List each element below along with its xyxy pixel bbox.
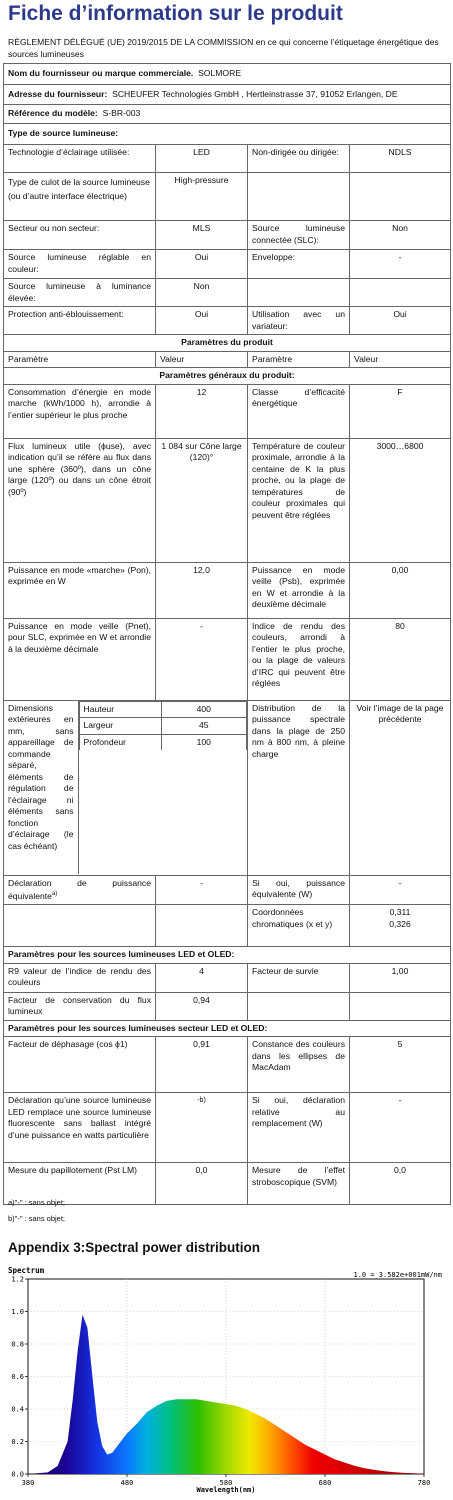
supplier-label: Nom du fournisseur ou marque commerciale. <box>8 68 194 78</box>
dimensions-subtable <box>79 701 248 751</box>
x-tick-label: 480 <box>120 1479 134 1487</box>
led-row <box>4 963 451 992</box>
y-tick-label: 1.0 <box>11 1308 24 1316</box>
general-param-label: Puissance en mode veille (Pnet), pour SLC, exprimée en W et arrondie à la deuxième décimale <box>4 618 156 700</box>
type-row <box>4 307 451 335</box>
mains-param-value: 5 <box>350 1037 451 1093</box>
supplier-value: SOLMORE <box>198 68 242 78</box>
type-param-label: Utilisation avec un variateur: <box>248 307 350 335</box>
general-param-label: Consommation d’énergie en mode marche (kWh/1000 h), arrondie à l’entier supérieur le plus proche <box>4 384 156 438</box>
general-param-value: - <box>156 618 248 700</box>
general-row <box>4 562 451 618</box>
general-param-label: Puissance en mode veille (Psb), exprimée en W et arrondie à la deuxième décimale <box>248 562 350 618</box>
mains-param-label: Déclaration qu’une source lumineuse LED remplace une source lumineuse fluorescente sans ballast intégré d’une puissance en watts particulière <box>4 1093 156 1163</box>
mains-param-value: 0,91 <box>156 1037 248 1093</box>
type-param-label: Technologie d’éclairage utilisée: <box>4 145 156 173</box>
column-header: Valeur <box>156 351 248 368</box>
type-row <box>4 145 451 173</box>
column-header-row <box>4 351 451 368</box>
y-tick-label: 0.8 <box>11 1340 24 1349</box>
type-param-value: LED <box>156 145 248 173</box>
type-param-value: Non <box>156 279 248 307</box>
type-param-value: Oui <box>350 307 451 335</box>
type-param-value: Oui <box>156 307 248 335</box>
footnote-a: a)"-" : sans objet; <box>8 1198 66 1207</box>
x-axis-label: Wavelength(nm) <box>196 1486 256 1494</box>
regulation-text: RÈGLEMENT DÉLÉGUÉ (UE) 2019/2015 DE LA COMMISSION en ce qui concerne l’étiquetage énergétique des sources lumineuses <box>8 37 439 59</box>
type-header-row <box>4 123 451 145</box>
model-label: Référence du modèle: <box>8 108 98 118</box>
type-param-label <box>248 279 350 307</box>
params-header-row <box>4 335 451 352</box>
mains-row <box>4 1163 451 1205</box>
column-header: Paramètre <box>248 351 350 368</box>
mains-param-value: -b) <box>156 1093 248 1163</box>
dimension-value: 100 <box>161 734 247 750</box>
params-header: Paramètres du produit <box>4 335 451 352</box>
type-param-value: NDLS <box>350 145 451 173</box>
appendix-title: Appendix 3:Spectral power distribution <box>8 1240 261 1255</box>
equiv-value: - <box>156 875 248 905</box>
mains-header-row <box>4 1020 451 1037</box>
type-param-label: Type de culot de la source lumineuse <box>8 177 150 187</box>
scale-note: 1.0 = 3.582e+001mW/nm <box>353 1271 442 1279</box>
x-tick-label: 380 <box>21 1479 35 1487</box>
general-param-value: 80 <box>350 618 451 700</box>
type-param-value: Oui <box>156 250 248 279</box>
spectrum-chart <box>4 1263 450 1495</box>
type-param-value <box>350 173 451 221</box>
mains-param-label: Mesure du papillotement (Pst LM) <box>4 1163 156 1205</box>
column-header: Paramètre <box>4 351 156 368</box>
address-label: Adresse du fournisseur: <box>8 88 108 99</box>
equiv-label: Déclaration de puissance équivalente <box>8 877 151 901</box>
general-param-value: 12 <box>156 384 248 438</box>
dimension-row <box>79 701 247 718</box>
type-param-label: Secteur ou non secteur: <box>4 221 156 250</box>
general-param-label: Indice de rendu des couleurs, arrondi à l’entier le plus proche, ou la plage de valeurs d’IRC qui peuvent être réglées <box>248 618 350 700</box>
general-param-label: Puissance en mode «marche» (Pon), exprimée en W <box>4 562 156 618</box>
led-row <box>4 992 451 1020</box>
chroma-row <box>4 905 451 947</box>
mains-header: Paramètres pour les sources lumineuses secteur LED et OLED: <box>4 1020 451 1037</box>
model-row <box>4 105 451 124</box>
type-row <box>4 279 451 307</box>
dimension-name: Hauteur <box>79 701 161 718</box>
model-value: S-BR-003 <box>102 108 141 118</box>
mains-row <box>4 1037 451 1093</box>
type-param-value: High-pressure <box>156 173 248 221</box>
led-param-value: 0,94 <box>156 992 248 1020</box>
general-param-label: Température de couleur proximale, arrondie à la centaine de K la plus proche, ou la plage de températures de couleur proximales qui peuvent être réglées <box>248 438 350 562</box>
general-param-value: 0,00 <box>350 562 451 618</box>
x-tick-label: 780 <box>417 1479 431 1487</box>
general-param-value: 1 084 sur Cône large (120)° <box>156 438 248 562</box>
mains-param-value: 0,0 <box>156 1163 248 1205</box>
dimensions-row <box>4 700 451 875</box>
led-param-value <box>350 992 451 1020</box>
led-param-value: 4 <box>156 963 248 992</box>
equiv-row <box>4 875 451 905</box>
type-param-value <box>350 279 451 307</box>
equiv-footnote-ref: a) <box>51 891 58 897</box>
y-axis-label: Spectrum <box>8 1266 45 1275</box>
general-param-value: F <box>350 384 451 438</box>
type-row <box>4 221 451 250</box>
mains-param-label: Facteur de déphasage (cos ϕ1) <box>4 1037 156 1093</box>
type-param-label: Source lumineuse réglable en couleur: <box>4 250 156 279</box>
general-row <box>4 384 451 438</box>
type-param-value: MLS <box>156 221 248 250</box>
mains-param-label: Mesure de l’effet stroboscopique (SVM) <box>248 1163 350 1205</box>
type-param-label: Enveloppe: <box>248 250 350 279</box>
mains-param-value: 0,0 <box>350 1163 451 1205</box>
general-param-value: 3000…6800 <box>350 438 451 562</box>
general-row <box>4 438 451 562</box>
spd-label: Distribution de la puissance spectrale dans la plage de 250 nm à 800 nm, à pleine charge <box>248 700 350 875</box>
page-title: Fiche d’information sur le produit <box>8 2 343 25</box>
led-param-value: 1,00 <box>350 963 451 992</box>
led-param-label: Facteur de conservation du flux lumineux <box>4 992 156 1020</box>
mains-row <box>4 1093 451 1163</box>
led-header-row <box>4 947 451 964</box>
y-tick-label: 0.2 <box>11 1438 24 1446</box>
spd-value: Voir l’image de la page précédente <box>350 700 451 875</box>
mains-param-label: Si oui, déclaration relative au remplacement (W) <box>248 1093 350 1163</box>
general-row <box>4 618 451 700</box>
type-param-label: Non-dirigée ou dirigée: <box>248 145 350 173</box>
dimension-row <box>79 718 247 735</box>
led-param-label: Facteur de survie <box>248 963 350 992</box>
column-header: Valeur <box>350 351 451 368</box>
type-param-label: Source lumineuse à luminance élevée: <box>4 279 156 307</box>
type-param-value: Non <box>350 221 451 250</box>
footnote-b: b)"-" : sans objet; <box>8 1214 66 1223</box>
x-tick-label: 580 <box>219 1479 233 1487</box>
mains-param-label: Constance des couleurs dans les ellipses de MacAdam <box>248 1037 350 1093</box>
type-row <box>4 173 451 221</box>
general-param-label: Classe d’efficacité énergétique <box>248 384 350 438</box>
led-param-label: R9 valeur de l’indice de rendu des couleurs <box>4 963 156 992</box>
x-tick-label: 680 <box>318 1479 332 1487</box>
chroma-label: Coordonnées chromatiques (x et y) <box>248 905 350 947</box>
equiv-power-value: - <box>350 875 451 905</box>
type-param-label-note: (ou d’autre interface électrique) <box>8 191 127 201</box>
dimension-name: Largeur <box>79 718 161 735</box>
chroma-x: 0,311 <box>389 907 411 918</box>
dimension-value: 400 <box>161 701 247 718</box>
general-header: Paramètres généraux du produit: <box>4 368 451 385</box>
general-header-row <box>4 368 451 385</box>
dimension-value: 45 <box>161 718 247 735</box>
supplier-row <box>4 64 451 85</box>
equiv-power-label: Si oui, puissance équivalente (W) <box>248 875 350 905</box>
type-header: Type de source lumineuse: <box>4 123 451 145</box>
general-param-value: 12,0 <box>156 562 248 618</box>
dimension-name: Profondeur <box>79 734 161 750</box>
type-row <box>4 250 451 279</box>
type-param-label <box>248 173 350 221</box>
type-param-label: Source lumineuse connectée (SLC): <box>248 221 350 250</box>
type-param-label: Protection anti-éblouissement: <box>4 307 156 335</box>
chroma-y: 0,326 <box>389 918 411 929</box>
type-param-value: - <box>350 250 451 279</box>
led-param-label <box>248 992 350 1020</box>
dimension-row <box>79 734 247 750</box>
mains-param-value: - <box>350 1093 451 1163</box>
y-tick-label: 0.4 <box>11 1405 24 1414</box>
product-sheet-table <box>3 63 451 1205</box>
y-tick-label: 1.2 <box>11 1275 24 1284</box>
led-header: Paramètres pour les sources lumineuses LED et OLED: <box>4 947 451 964</box>
address-value: SCHEUFER Technologies GmbH , Hertleinstrasse 37, 91052 Erlangen, DE <box>112 88 398 99</box>
general-param-label: Flux lumineux utile (ϕuse), avec indication qu’il se réfère au flux dans une sphère (360º), dans un cône large (120º) ou dans un cône étroit (90º) <box>4 438 156 562</box>
address-row <box>4 84 451 105</box>
y-tick-label: 0.0 <box>11 1470 24 1479</box>
dimensions-label: Dimensions extérieures en mm, sans appareillage de commande séparé, éléments de régulation de l’éclairage ni éléments sans fonction d’éclairage (le cas échéant) <box>4 701 78 874</box>
y-tick-label: 0.6 <box>11 1373 24 1381</box>
